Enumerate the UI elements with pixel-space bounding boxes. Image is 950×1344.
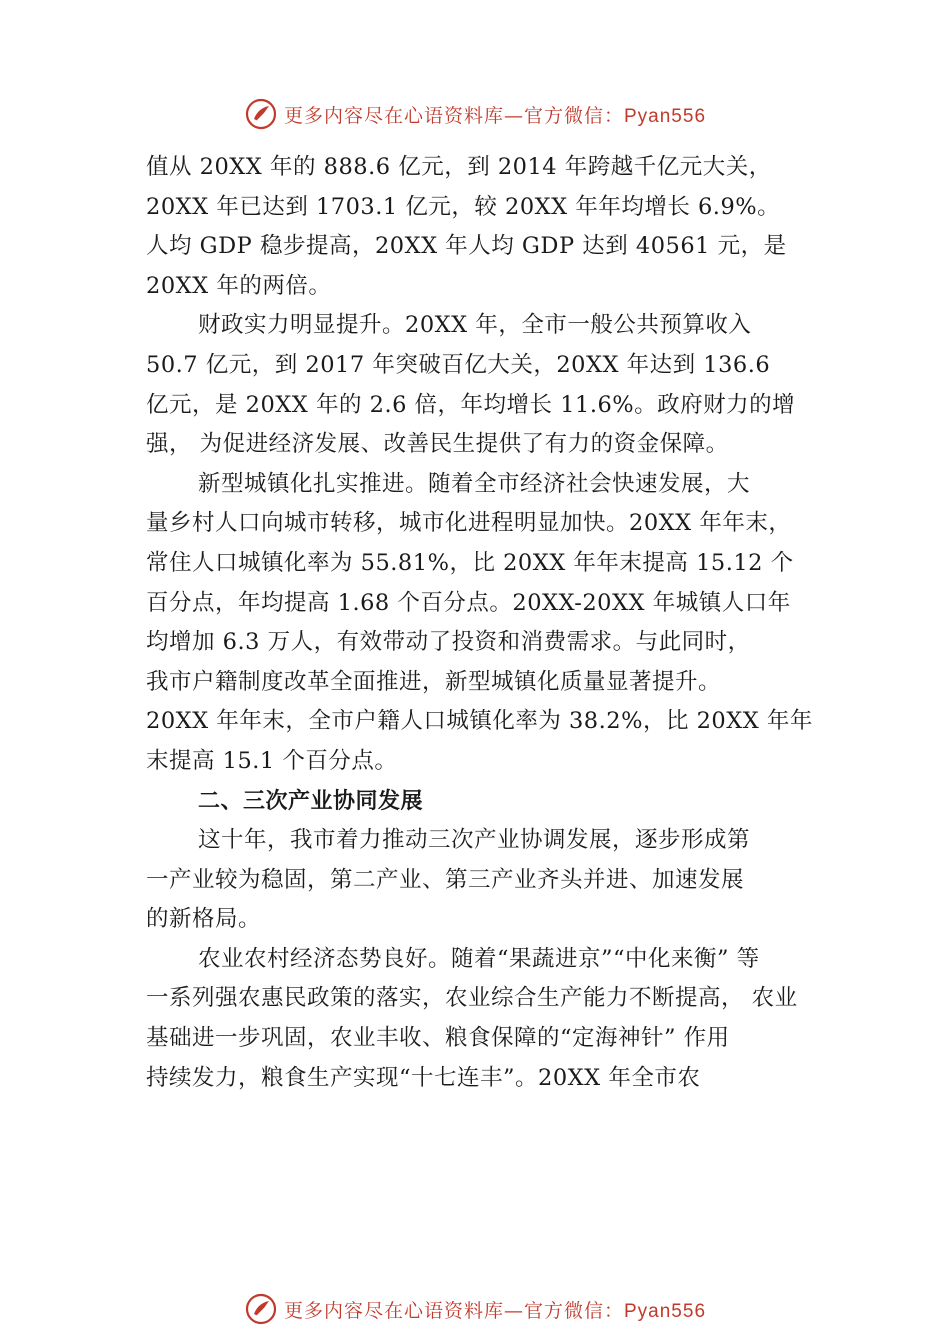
text-line: 20XX 年的两倍。 [146,272,332,299]
text-line: 我市户籍制度改革全面推进，新型城镇化质量显著提升。 [146,668,722,695]
text-line: 常住人口城镇化率为 55.81%，比 20XX 年年末提高 15.12 个 [146,549,794,576]
footer-watermark [0,1289,950,1329]
brand-logo-icon [244,97,278,131]
text-line: 新型城镇化扎实推进。随着全市经济社会快速发展，大 [198,470,751,497]
watermark-text [284,101,706,128]
document-body [146,148,836,1098]
text-line: 亿元，是 20XX 年的 2.6 倍，年均增长 11.6%。政府财力的增 [146,391,796,418]
text-line: 一系列强农惠民政策的落实，农业综合生产能力不断提高， 农业 [146,985,798,1012]
watermark-main: 更多内容尽在心语资料库—官方微信： [283,104,624,127]
text-line: 一产业较为稳固，第二产业、第三产业齐头并进、加速发展 [146,866,745,893]
header-watermark [0,94,950,134]
text-line: 农业农村经济态势良好。随着“果蔬进京”“中化来衡” 等 [198,945,760,972]
watermark-handle: Pyan556 [624,1300,707,1322]
watermark-main: 更多内容尽在心语资料库—官方微信： [283,1299,624,1322]
text-line: 20XX 年已达到 1703.1 亿元，较 20XX 年年均增长 6.9%。 [146,193,781,220]
watermark-handle: Pyan556 [624,105,707,127]
text-line: 的新格局。 [146,906,262,933]
text-line: 百分点，年均提高 1.68 个百分点。20XX-20XX 年城镇人口年 [146,589,791,616]
watermark-text [284,1296,706,1323]
text-line: 末提高 15.1 个百分点。 [146,747,398,774]
text-line: 50.7 亿元，到 2017 年突破百亿大关，20XX 年达到 136.6 [146,351,771,378]
text-line: 强， 为促进经济发展、改善民生提供了有力的资金保障。 [146,431,729,458]
text-line: 量乡村人口向城市转移，城市化进程明显加快。20XX 年年末， [146,510,792,537]
text-line: 持续发力，粮食生产实现“十七连丰”。20XX 年全市农 [146,1064,701,1091]
brand-logo-icon [244,1292,278,1326]
text-line: 财政实力明显提升。20XX 年，全市一般公共预算收入 [198,312,752,339]
text-line: 基础进一步巩固，农业丰收、粮食保障的“定海神针” 作用 [146,1025,730,1052]
text-line: 20XX 年年末，全市户籍人口城镇化率为 38.2%，比 20XX 年年 [146,708,813,735]
text-line: 这十年，我市着力推动三次产业协调发展，逐步形成第 [198,827,751,854]
text-line: 值从 20XX 年的 888.6 亿元，到 2014 年跨越千亿元大关， [146,154,772,180]
text-line: 人均 GDP 稳步提高，20XX 年人均 GDP 达到 40561 元，是 [146,233,787,260]
text-line: 均增加 6.3 万人，有效带动了投资和消费需求。与此同时， [146,629,751,656]
section-heading: 二、三次产业协同发展 [198,788,424,814]
